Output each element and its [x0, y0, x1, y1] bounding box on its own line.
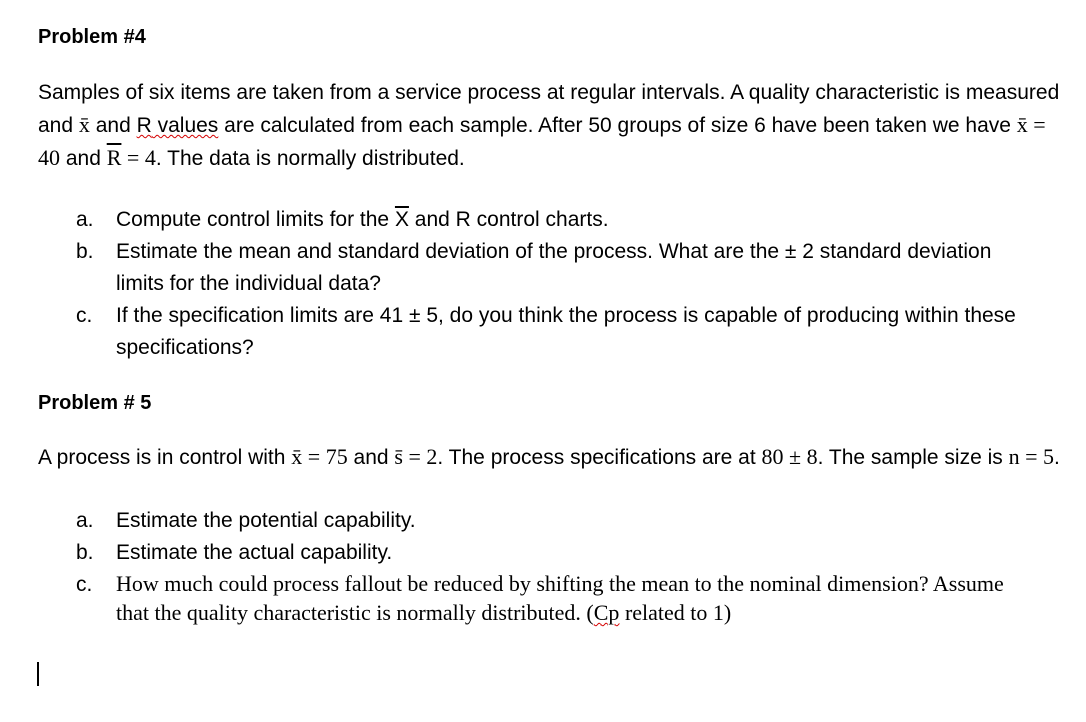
rbar-value: = 4	[121, 145, 156, 170]
p5-text-1: A process is in control with	[38, 446, 292, 469]
list-item	[76, 569, 1036, 627]
p4-and-text: and	[89, 114, 137, 137]
p5-and-text: and	[347, 446, 395, 469]
item-c-post: related to 1)	[619, 600, 732, 625]
values-word: values	[151, 114, 219, 137]
p5-text-3: . The sample size is	[817, 446, 1009, 469]
r-letter: R	[136, 114, 152, 137]
text-cursor	[37, 662, 39, 686]
list-item	[76, 204, 1036, 236]
p5-text-4: .	[1054, 446, 1060, 469]
p4-and-text-2: and	[60, 147, 107, 170]
list-marker: b.	[76, 240, 94, 263]
r-values-spelling	[137, 114, 219, 137]
problem5-list	[76, 505, 1036, 627]
cp-symbol: Cp	[593, 600, 620, 625]
list-item-text: Estimate the actual capability.	[116, 541, 393, 564]
spec-expression: 80 ± 8	[761, 444, 818, 469]
list-marker: b.	[76, 541, 94, 564]
problem4-list	[76, 204, 1036, 364]
p4-text-1: Samples of six items are taken from a service process at regular intervals. A quality characteristic is measured and	[38, 81, 1060, 137]
item-a-pre: Compute control limits for the	[116, 208, 395, 231]
item-a-post: and R control charts.	[408, 208, 609, 231]
list-marker: a.	[76, 509, 94, 532]
rbar-expression	[107, 145, 156, 170]
list-item-text	[116, 569, 1036, 627]
problem4-paragraph	[38, 77, 1068, 175]
list-marker: c.	[76, 573, 93, 596]
list-item-text: Estimate the mean and standard deviation of the process. What are the ± 2 standard deviation limits for the individual data?	[116, 240, 992, 295]
list-item	[76, 505, 1036, 537]
problem4-heading: Problem #4	[38, 26, 146, 48]
rbar-letter: $\overline{R}$	[106, 145, 122, 170]
xbar-capital: $\overline{X}$	[394, 208, 409, 231]
xbar-expression: x̄ = 75	[291, 444, 348, 469]
list-item-text: If the specification limits are 41 ± 5, do you think the process is capable of producing within these specifications?	[116, 304, 1016, 359]
list-item-text	[116, 204, 1036, 236]
xbarbar-expression: x̄ = 40	[38, 112, 1046, 170]
p5-text-2: . The process specifications are at	[437, 446, 762, 469]
sbar-expression: s̄ = 2	[394, 444, 438, 469]
list-item-text: Estimate the potential capability.	[116, 509, 416, 532]
list-marker: a.	[76, 208, 94, 231]
list-item	[76, 300, 1036, 364]
list-item	[76, 537, 1036, 569]
item-c-pre: How much could process fallout be reduced by shifting the mean to the nominal dimension? Assume that the quality characteristic is normally distributed. (	[116, 571, 1004, 625]
p4-text-2: are calculated from each sample. After 50 groups of size 6 have been taken we have	[218, 114, 1017, 137]
n-expression: n = 5	[1008, 444, 1055, 469]
list-marker: c.	[76, 304, 93, 327]
problem5-heading: Problem # 5	[38, 392, 152, 414]
list-item	[76, 236, 1036, 300]
p4-text-3: . The data is normally distributed.	[155, 147, 465, 170]
xbar-symbol: x̄	[78, 112, 90, 137]
problem5-paragraph	[38, 441, 1068, 473]
